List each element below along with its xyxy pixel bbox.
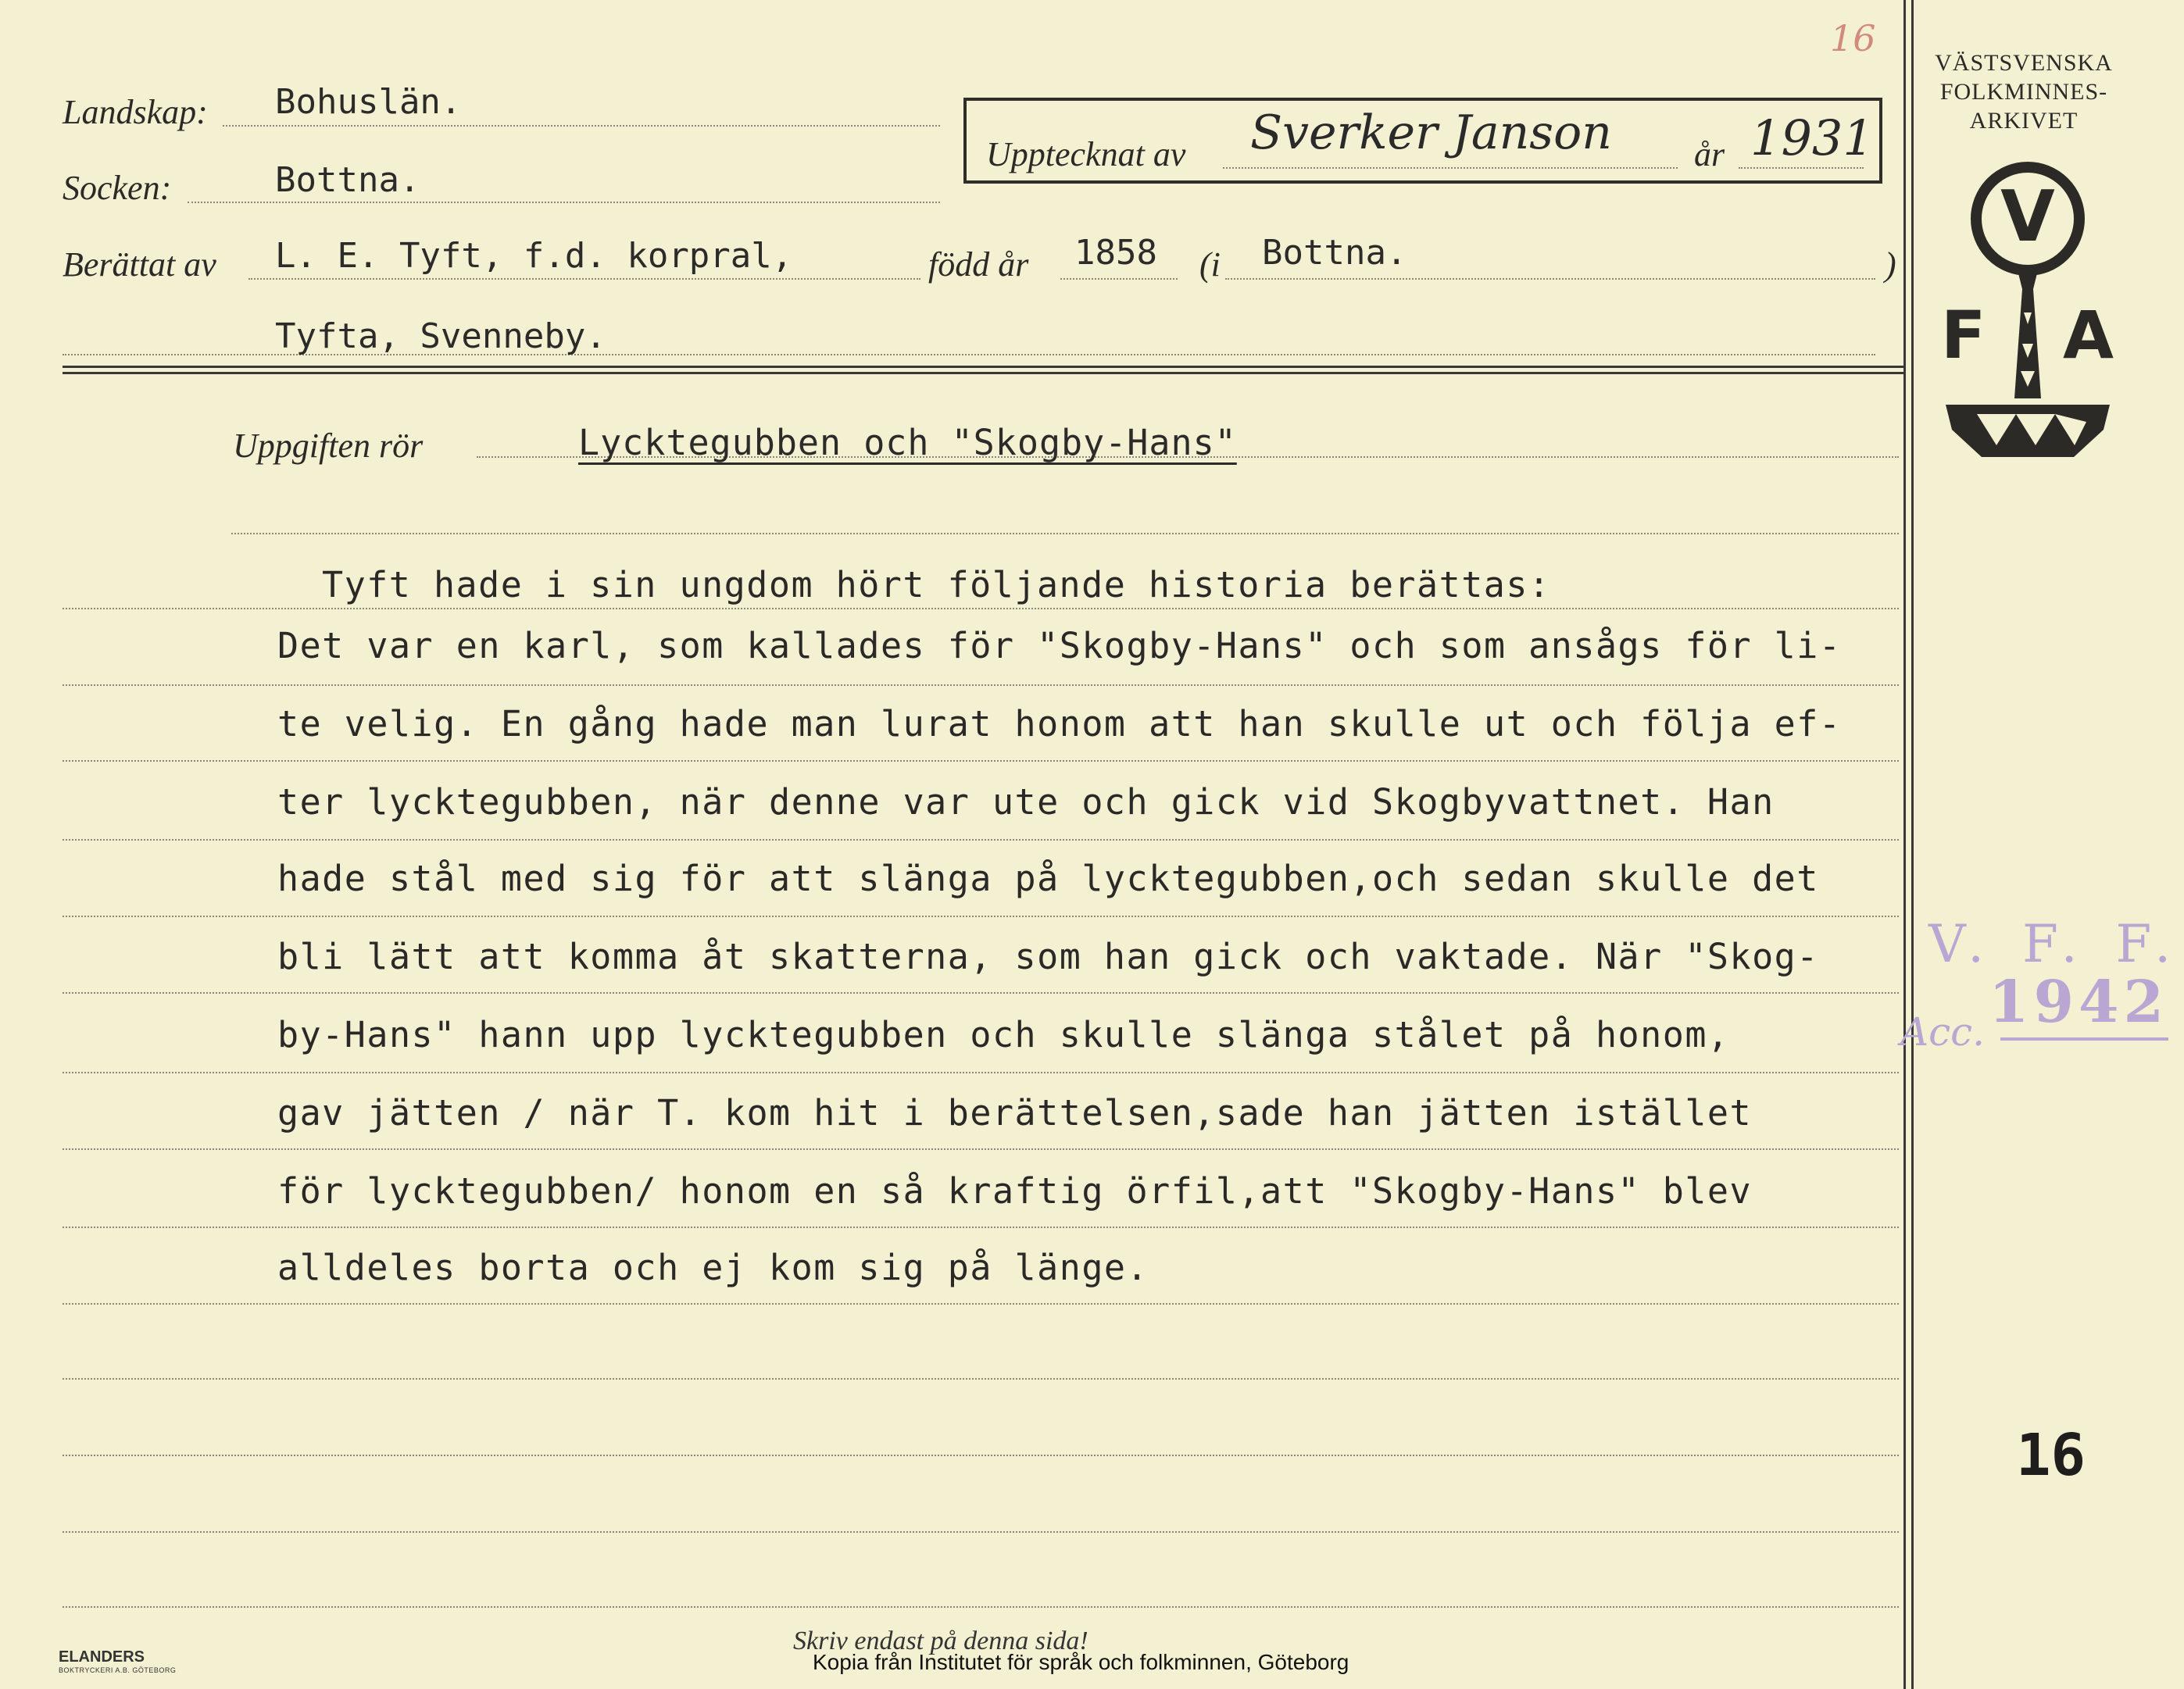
corner-page-mark: 16: [1830, 17, 1876, 59]
margin-rule-left: [1903, 0, 1906, 1689]
header-rule-top: [63, 366, 1903, 368]
body-dotline-2: [63, 684, 1899, 686]
body-line-2: Det var en karl, som kallades för "Skogby-Hans" och som ansågs för li-: [277, 625, 1842, 666]
body-dotline-8: [63, 1148, 1899, 1150]
recorder-year: 1931: [1750, 109, 1874, 166]
printer-mark: [59, 1648, 176, 1674]
subject-value: Lycktegubben och "Skogby-Hans": [578, 422, 1237, 463]
archive-name-line-1: VÄSTSVENSKA: [1935, 50, 2113, 76]
berattat-dotline: [248, 278, 920, 280]
printer-name: ELANDERS: [59, 1648, 145, 1666]
body-line-3: te velig. En gång hade man lurat honom att han skulle ut och följa ef-: [277, 703, 1842, 745]
body-line-6: bli lätt att komma åt skatterna, som han gick och vaktade. När "Skog-: [277, 936, 1819, 977]
recorder-signature: Sverker Janson: [1250, 105, 1612, 160]
body-line-5: hade stål med sig för att slänga på lycktegubben,och sedan skulle det: [277, 858, 1819, 899]
i-dotline: [1225, 278, 1875, 280]
body-dotline-14: [63, 1606, 1899, 1608]
copy-notice: Kopia från Institutet för språk och folkminnen, Göteborg: [813, 1650, 1349, 1674]
body-dotline-4: [63, 839, 1899, 841]
body-dotline-10: [63, 1303, 1899, 1305]
body-dotline-3: [63, 760, 1899, 762]
year-label: år: [1694, 135, 1725, 173]
berattat-value: L. E. Tyft, f.d. korpral,: [275, 236, 793, 276]
footer-instruction: Skriv endast på denna sida!: [793, 1627, 1088, 1655]
body-line-10: alldeles borta och ej kom sig på länge.: [277, 1247, 1149, 1288]
i-label: (i: [1199, 245, 1221, 284]
socken-value: Bottna.: [275, 160, 420, 200]
header-rule-bottom: [63, 372, 1903, 374]
body-dotline-5: [63, 916, 1899, 917]
archive-name-line-2: FOLKMINNES-: [1939, 79, 2108, 105]
body-dotline-13: [63, 1531, 1899, 1533]
body-line-7: by-Hans" hann upp lycktegubben och skulle slänga stålet på honom,: [277, 1014, 1730, 1055]
fodd-label: född år: [928, 245, 1029, 284]
body-line-8: gav jätten / när T. kom hit i berättelsen,sade han jätten istället: [277, 1092, 1753, 1134]
address-value: Tyfta, Svenneby.: [275, 316, 606, 356]
vfa-logo: [1930, 156, 2125, 469]
recorder-dotline: [1223, 167, 1678, 169]
landskap-value: Bohuslän.: [275, 82, 462, 122]
logo-letter-f: F: [1941, 297, 1986, 373]
body-line-9: för lycktegubben/ honom en så kraftig örfil,att "Skogby-Hans" blev: [277, 1170, 1753, 1212]
printer-subtitle: BOKTRYCKERI A.B. GÖTEBORG: [59, 1666, 177, 1674]
body-dotline-7: [63, 1072, 1899, 1073]
socken-label: Socken:: [63, 169, 172, 207]
berattat-label: Berättat av: [63, 245, 216, 284]
vff-stamp-year: 1942: [1989, 969, 2168, 1036]
vff-stamp-acc: Acc.: [1900, 1009, 1986, 1055]
landskap-label: Landskap:: [63, 93, 208, 131]
body-line-4: ter lycktegubben, när denne var ute och gick vid Skogbyvattnet. Han: [277, 781, 1775, 823]
blank-dotline-1: [231, 533, 1899, 534]
fodd-value: 1858: [1074, 233, 1157, 273]
fodd-dotline: [1060, 278, 1178, 280]
body-dotline-1: [63, 608, 1899, 609]
margin-rule-right: [1911, 0, 1914, 1689]
logo-letter-a: A: [2063, 297, 2114, 373]
subject-label: Uppgiften rör: [233, 427, 424, 465]
socken-dotline: [188, 202, 940, 203]
close-paren: ): [1885, 245, 1896, 284]
body-dotline-9: [63, 1227, 1899, 1228]
body-dotline-12: [63, 1455, 1899, 1456]
archive-name: [1907, 48, 2141, 135]
recorder-label: Upptecknat av: [986, 135, 1186, 173]
body-dotline-6: [63, 992, 1899, 994]
vff-stamp-line: V. F. F.: [1928, 914, 2182, 974]
logo-letter-v: V: [2000, 176, 2055, 258]
page-number: 16: [2016, 1422, 2086, 1489]
archive-name-line-3: ARKIVET: [1969, 108, 2079, 134]
vff-stamp-underline: [2000, 1037, 2168, 1041]
landskap-dotline: [223, 125, 940, 127]
body-dotline-11: [63, 1378, 1899, 1380]
year-dotline: [1739, 167, 1864, 169]
body-line-1: Tyft hade i sin ungdom hört följande historia berättas:: [322, 564, 1551, 605]
i-value: Bottna.: [1262, 233, 1407, 273]
